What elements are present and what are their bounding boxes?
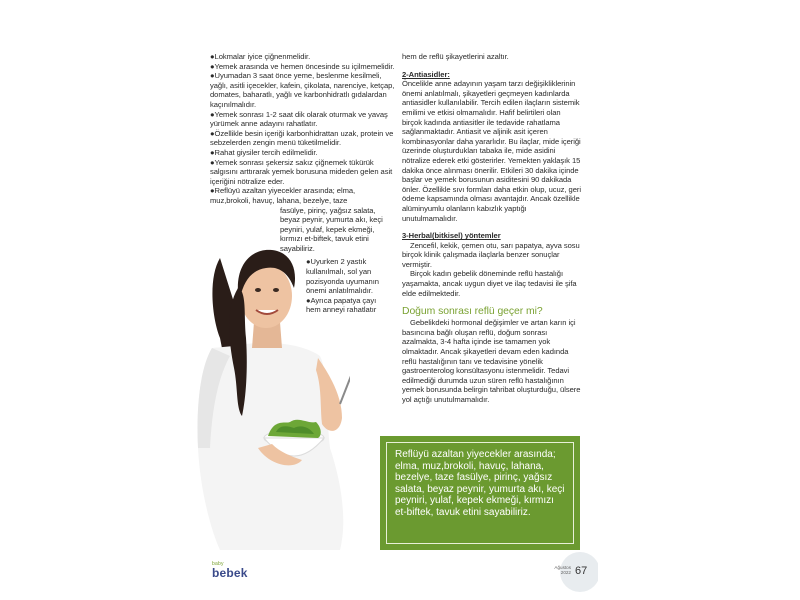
list-item: ●Özellikle besin içeriği karbonhidrattan uzak, protein ve sebzelerden zengin menü tüketilmelidir.: [210, 128, 394, 148]
bullet-icon: ●: [210, 52, 215, 61]
logo-baby: baby: [212, 561, 224, 567]
bullet-icon: ●: [306, 257, 311, 267]
right-column: [402, 52, 582, 405]
pregnant-woman-photo: [190, 238, 350, 550]
bullet-icon: ●: [210, 128, 215, 138]
list-item: ●Rahat giysiler tercih edilmelidir.: [210, 147, 318, 157]
paragraph: Öncelikle anne adayının yaşam tarzı değişikliklerinin önemi anlatılmalı, şikayetleri geçmeyen kadınlarda antiasidler kullanılabilir. Tercih edilen ilaçların sistemik emilimi ve etkisi olmamalıdır. Hafif belirtileri olan birçok kadında antiasitler ile tedavide rahatlama sağlanmaktadır. Antiasit ve aljinik asit içeren kombinasyonlar daha yararlıdır. Bu ilaçlar, mide içeriği üzerinde oluşturdukları tabaka ile, mide asidini nötralize ederek etki gösterirler. Yemekten yaklaşık 15 dakika önce alınması önerilir. Etkileri 30 dakika içinde başlar ve yemek borusunun asiditesini 90 dakikada önler. Özellikle sıvı formları daha etkin olup, ucuz, geri ödeme kapsamında olması avantajdır. Ancak özellikle alüminyumlu olanların kabızlık yaptığı unutulmamalıdır.: [402, 79, 582, 223]
bullet-icon: ●: [210, 147, 215, 157]
list-item: ●Ayrıca papatya çayı hem anneyi rahatlatır: [306, 295, 377, 315]
page-number: 67: [575, 565, 588, 577]
paragraph: hem de reflü şikayetlerini azaltır.: [402, 52, 509, 61]
logo-text: bebek: [212, 566, 248, 580]
paragraph: Gebelikdeki hormonal değişimler ve artan karın içi basıncına bağlı oluşan reflü, doğum sonrası azalmakta, 3-4 hafta içinde ise tamamen yok olmaktadır. Ancak şikayetleri devam eden kadında reflü hastalığının tanı ve tedavisine yönelik gastroenterolog konsültasyonu istenmelidir. Tedavi edilmediği durumda uzun süren reflü hastalığının yemek borusunda belirgin tahribat oluşturduğu, ülsere yol açtığı unutulmamalıdır.: [402, 318, 581, 404]
section-title: Doğum sonrası reflü geçer mi?: [402, 306, 543, 318]
list-item: ●Yemek arasında ve hemen öncesinde su içilmemelidir.: [210, 61, 395, 71]
bullet-icon: ●: [210, 71, 215, 81]
section-heading: 3-Herbal(bitkisel) yöntemler: [402, 231, 501, 241]
paragraph: Zencefil, kekik, çemen otu, sarı papatya, ayva sosu birçok klinik çalışmada ilaçlarla benzer sonuçlar vermiştir.: [402, 240, 580, 269]
section-heading: 2-Antiasidler:: [402, 69, 450, 79]
bullet-icon: ●: [210, 61, 215, 71]
list-item: ●Yemek sonrası şekersiz sakız çiğnemek tükürük salgısını arttırarak yemek borusuna mideden gelen asit içeriğini nötralize eder.: [210, 157, 393, 186]
callout-box: [380, 436, 580, 550]
issue-date: [547, 565, 571, 575]
list-item: ●Uyumadan 3 saat önce yeme, beslenme kesilmeli, yağlı, asitli içecekler, kafein, çikolata, narenciye, ketçap, domates, baharatlı, yağlı ve karbonhidratlı gıdalardan kaçınılmalıdır.: [210, 71, 395, 109]
list-item: ●Lokmalar iyice çiğnenmelidir.: [210, 52, 311, 61]
callout-text: Reflüyü azaltan yiyecekler arasında; elma, muz,brokoli, havuç, lahana, bezelye, taze fasülye, pirinç, yağsız salata, beyaz peynir, yumurta akı, keçi peyniri, yulaf, kepek ekmeği, kırmızı et-biftek, tavuk etini sayabiliriz.: [386, 442, 574, 544]
list-item: ●Uyurken 2 yastık kullanılmalı, sol yan pozisyonda uyumanın önemi anlatılmalıdır.: [306, 257, 379, 296]
bullet-icon: ●: [210, 157, 215, 167]
issue-month: Ağustos: [554, 565, 571, 570]
list-item-continued: fasülye, pirinç, yağsız salata, beyaz peynir, yumurta akı, keçi peyniri, yulaf, kepek ekmeği, kırmızı et-biftek, tavuk etini sayabiliriz.: [280, 205, 383, 253]
paragraph: Birçok kadın gebelik döneminde reflü hastalığı yaşamakta, ancak uygun diyet ve ilaç tedavisi ile şifa elde edilmektedir.: [402, 269, 577, 298]
issue-year: 2022: [560, 570, 571, 575]
magazine-logo: [212, 561, 248, 580]
bullet-icon: ●: [210, 186, 215, 196]
list-item: ●Reflüyü azaltan yiyecekler arasında; elma, muz,brokoli, havuç, lahana, bezelye, taze: [210, 186, 356, 205]
list-item: ●Yemek sonrası 1-2 saat dik olarak oturmak ve yavaş yürümek anne adayını rahatlatır.: [210, 109, 388, 129]
bullet-icon: ●: [210, 109, 215, 119]
bullet-icon: ●: [306, 295, 311, 305]
